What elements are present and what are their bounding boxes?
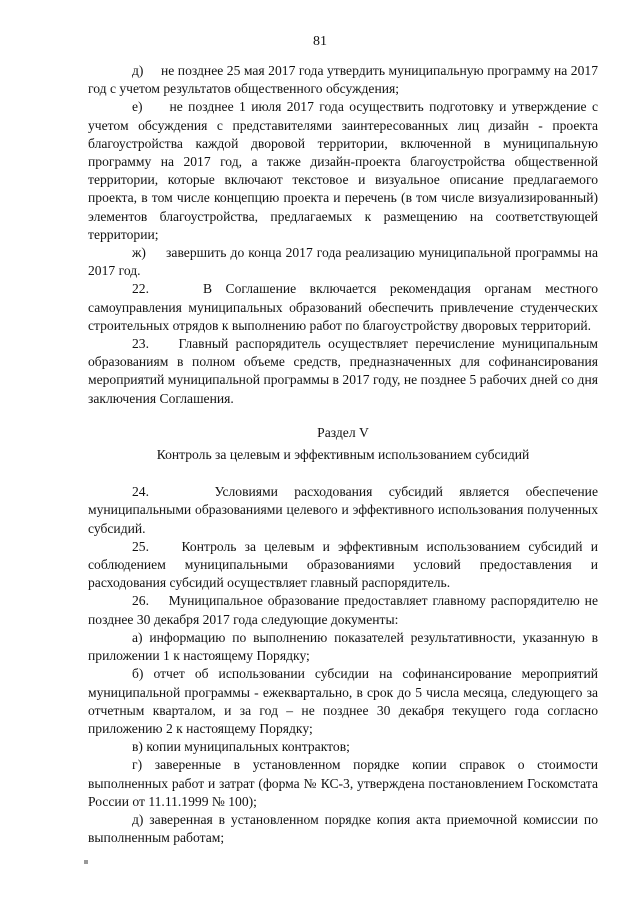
paragraph-26-a: а) информацию по выполнению показателей результативности, указанную в приложении 1 к настоящему Порядку; [88, 629, 598, 664]
page-number: 81 [313, 34, 327, 49]
paragraph-26-d: д) заверенная в установленном порядке копия акта приемочной комиссии по выполненным работам; [88, 811, 598, 846]
paragraph-e: е) не позднее 1 июля 2017 года осуществить подготовку и утверждение с учетом обсуждения с представителями заинтересованных лиц дизайн - проекта благоустройства каждой дворовой территории, включенной в муниципальную программу на 2017 год, а также дизайн-проекта благоустройства общественной территории, которые включают текстовое и визуальное описание предлагаемого проекта, в том числе концепцию проекта и перечень (в том числе визуализированный) элементов благоустройства, предлагаемых к размещению на соответствующей территории; [88, 99, 598, 242]
section-label: Раздел V [317, 424, 369, 440]
scan-artifact [84, 860, 88, 864]
paragraph-24: 24. Условиями расходования субсидий является обеспечение муниципальными образованиями целевого и эффективного использования полученных субсидий. [88, 484, 598, 536]
paragraph-26-g: г) заверенные в установленном порядке копии справок о стоимости выполненных работ и затрат (форма № КС-3, утверждена постановлением Госкомстата России от 11.11.1999 № 100); [88, 757, 598, 809]
paragraph-25: 25. Контроль за целевым и эффективным использованием субсидий и соблюдением муниципальными образованиями условий предоставления и расходования субсидий осуществляет главный распорядитель. [88, 538, 598, 591]
document-body [88, 62, 598, 847]
paragraph-23: 23. Главный распорядитель осуществляет перечисление муниципальным образованиям в полном объеме средств, предназначенных для софинансирования мероприятий муниципальной программы в 2017 году, не позднее 5 рабочих дней со дня заключения Соглашения. [88, 336, 598, 406]
paragraph-26: 26. Муниципальное образование предоставляет главному распорядителю не позднее 30 декабря 2017 года следующие документы: [88, 593, 598, 627]
paragraph-d: д) не позднее 25 мая 2017 года утвердить муниципальную программу на 2017 год с учетом результатов общественного обсуждения; [88, 63, 598, 97]
paragraph-26-b: б) отчет об использовании субсидии на софинансирование мероприятий муниципальной программы - ежеквартально, в срок до 5 числа месяца, следующего за отчетным кварталом, и за год – не позднее 30 декабря текущего года согласно приложению 2 к настоящему Порядку; [88, 666, 598, 736]
section-title: Контроль за целевым и эффективным использованием субсидий [156, 447, 530, 463]
paragraph-zh: ж) завершить до конца 2017 года реализацию муниципальной программы на 2017 год. [88, 245, 598, 279]
paragraph-22: 22. В Соглашение включается рекомендация органам местного самоуправления муниципальных образований обеспечить привлечение студенческих строительных отрядов к выполнению работ по благоустройству дворовых территорий. [88, 281, 598, 333]
paragraph-26-v: в) копии муниципальных контрактов; [132, 739, 350, 755]
